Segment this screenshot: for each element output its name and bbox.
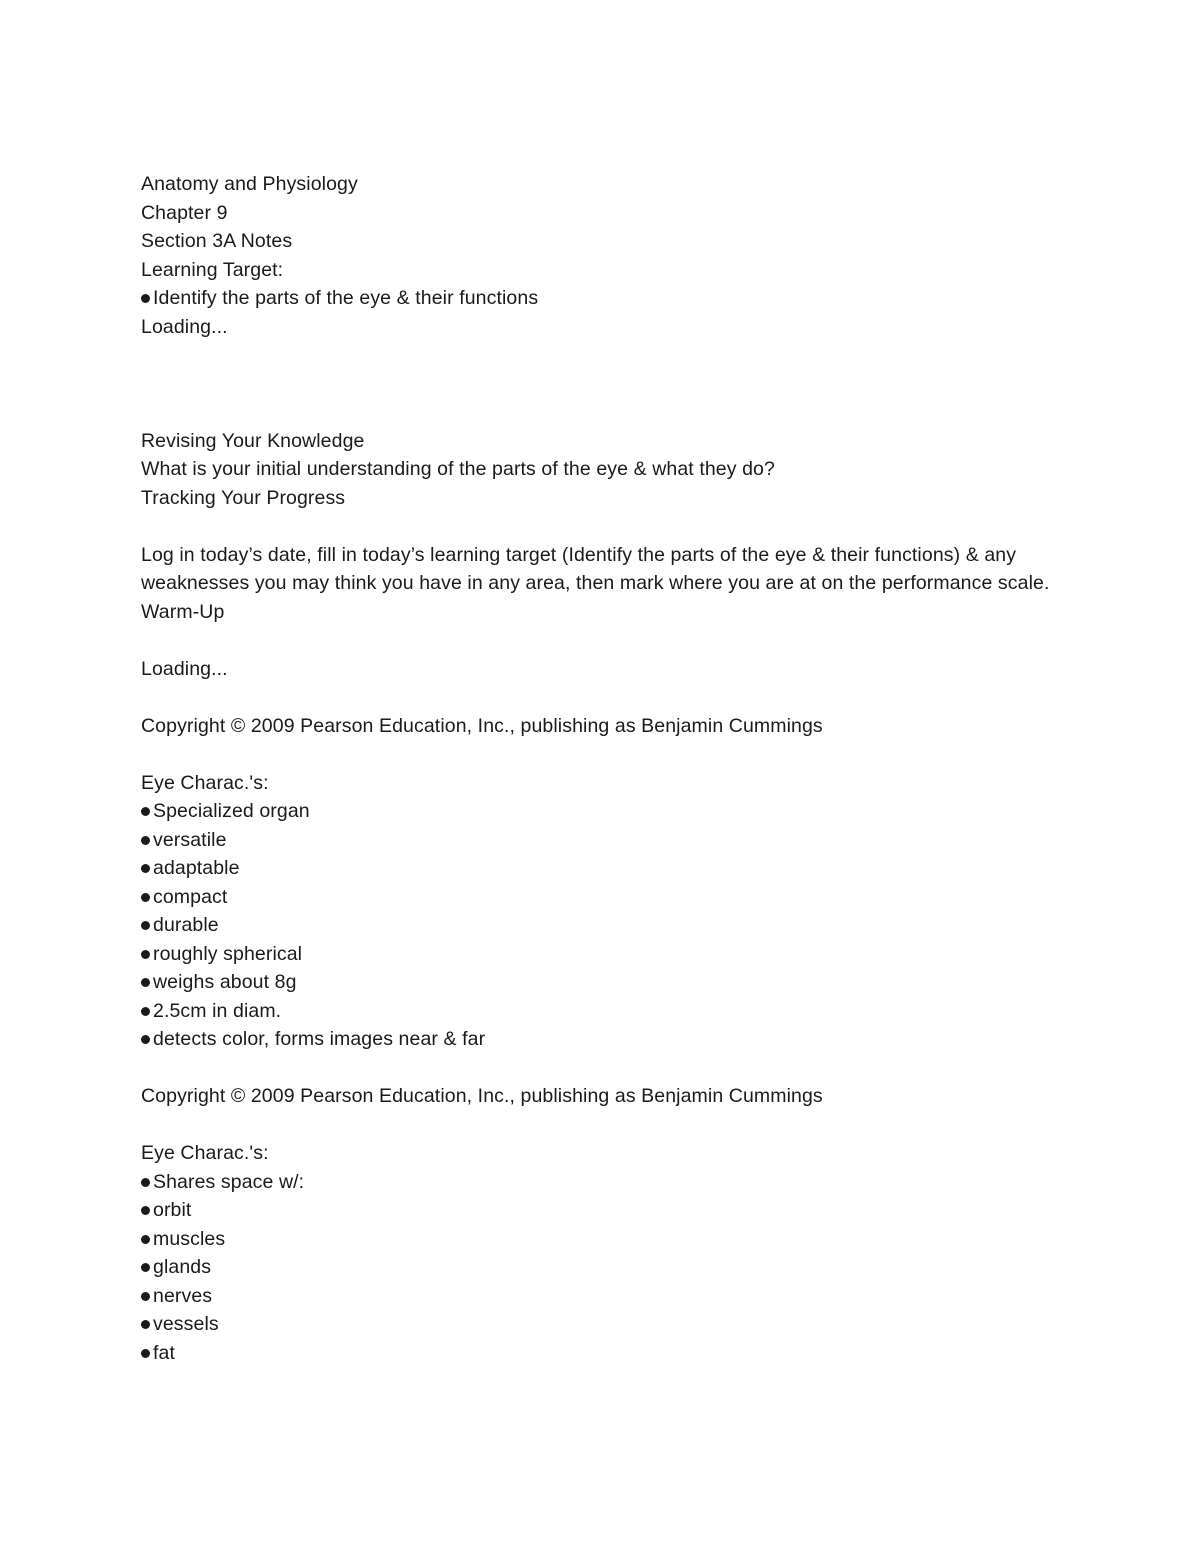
tracking-instructions: Log in today’s date, fill in today’s learning target (Identify the parts of the eye & their functions) & any weaknesses you may think you have in any area, then mark where you are at on the performance scale. [141,543,1050,594]
eye-characs-list [141,797,1071,1054]
spacer [141,341,1071,427]
spacer [141,1111,1071,1140]
bullet-icon [141,836,150,845]
copyright-notice: Copyright © 2009 Pearson Education, Inc., publishing as Benjamin Cummings [141,1085,823,1107]
chapter-label: Chapter 9 [141,201,228,224]
bullet-icon [141,1263,150,1272]
tracking-title: Tracking Your Progress [141,486,346,509]
list-item: muscles [141,1225,1071,1254]
warmup-title: Warm-Up [141,600,225,623]
document-page [141,170,1071,1367]
bullet-icon [141,1178,150,1187]
bullet-icon [141,1292,150,1301]
copyright-notice: Copyright © 2009 Pearson Education, Inc., publishing as Benjamin Cummings [141,714,823,737]
bullet-icon [141,807,150,816]
bullet-icon [141,921,150,930]
loading-text: Loading... [141,657,228,680]
spacer [141,683,1071,712]
list-item: detects color, forms images near & far [141,1025,1071,1054]
list-item: fat [141,1339,1071,1368]
list-item: orbit [141,1196,1071,1225]
list-item: roughly spherical [141,940,1071,969]
section-label: Section 3A Notes [141,230,293,252]
eye-characs-list [141,1168,1071,1368]
list-item: Shares space w/: [141,1168,1071,1197]
revising-question: What is your initial understanding of the parts of the eye & what they do? [141,458,775,480]
bullet-icon [141,893,150,902]
list-item: 2.5cm in diam. [141,997,1071,1026]
bullet-icon [141,1320,150,1329]
list-item: compact [141,883,1071,912]
revising-title: Revising Your Knowledge [141,429,365,452]
bullet-icon [141,1235,150,1244]
bullet-icon [141,294,150,303]
list-item: glands [141,1253,1071,1282]
spacer [141,1054,1071,1083]
eye-characs-title: Eye Charac.'s: [141,771,269,794]
spacer [141,740,1071,769]
list-item: weighs about 8g [141,968,1071,997]
course-title: Anatomy and Physiology [141,173,358,195]
bullet-icon [141,978,150,987]
bullet-icon [141,1206,150,1215]
list-item: nerves [141,1282,1071,1311]
list-item: Specialized organ [141,797,1071,826]
bullet-icon [141,1007,150,1016]
list-item: adaptable [141,854,1071,883]
bullet-icon [141,1349,150,1358]
spacer [141,512,1071,541]
bullet-icon [141,950,150,959]
list-item: durable [141,911,1071,940]
learning-target-label: Learning Target: [141,258,284,281]
spacer [141,626,1071,655]
loading-text: Loading... [141,315,228,338]
bullet-icon [141,864,150,873]
eye-characs-title: Eye Charac.'s: [141,1142,269,1164]
list-item: versatile [141,826,1071,855]
list-item: vessels [141,1310,1071,1339]
learning-target-item: Identify the parts of the eye & their functions [141,284,1071,313]
bullet-icon [141,1035,150,1044]
